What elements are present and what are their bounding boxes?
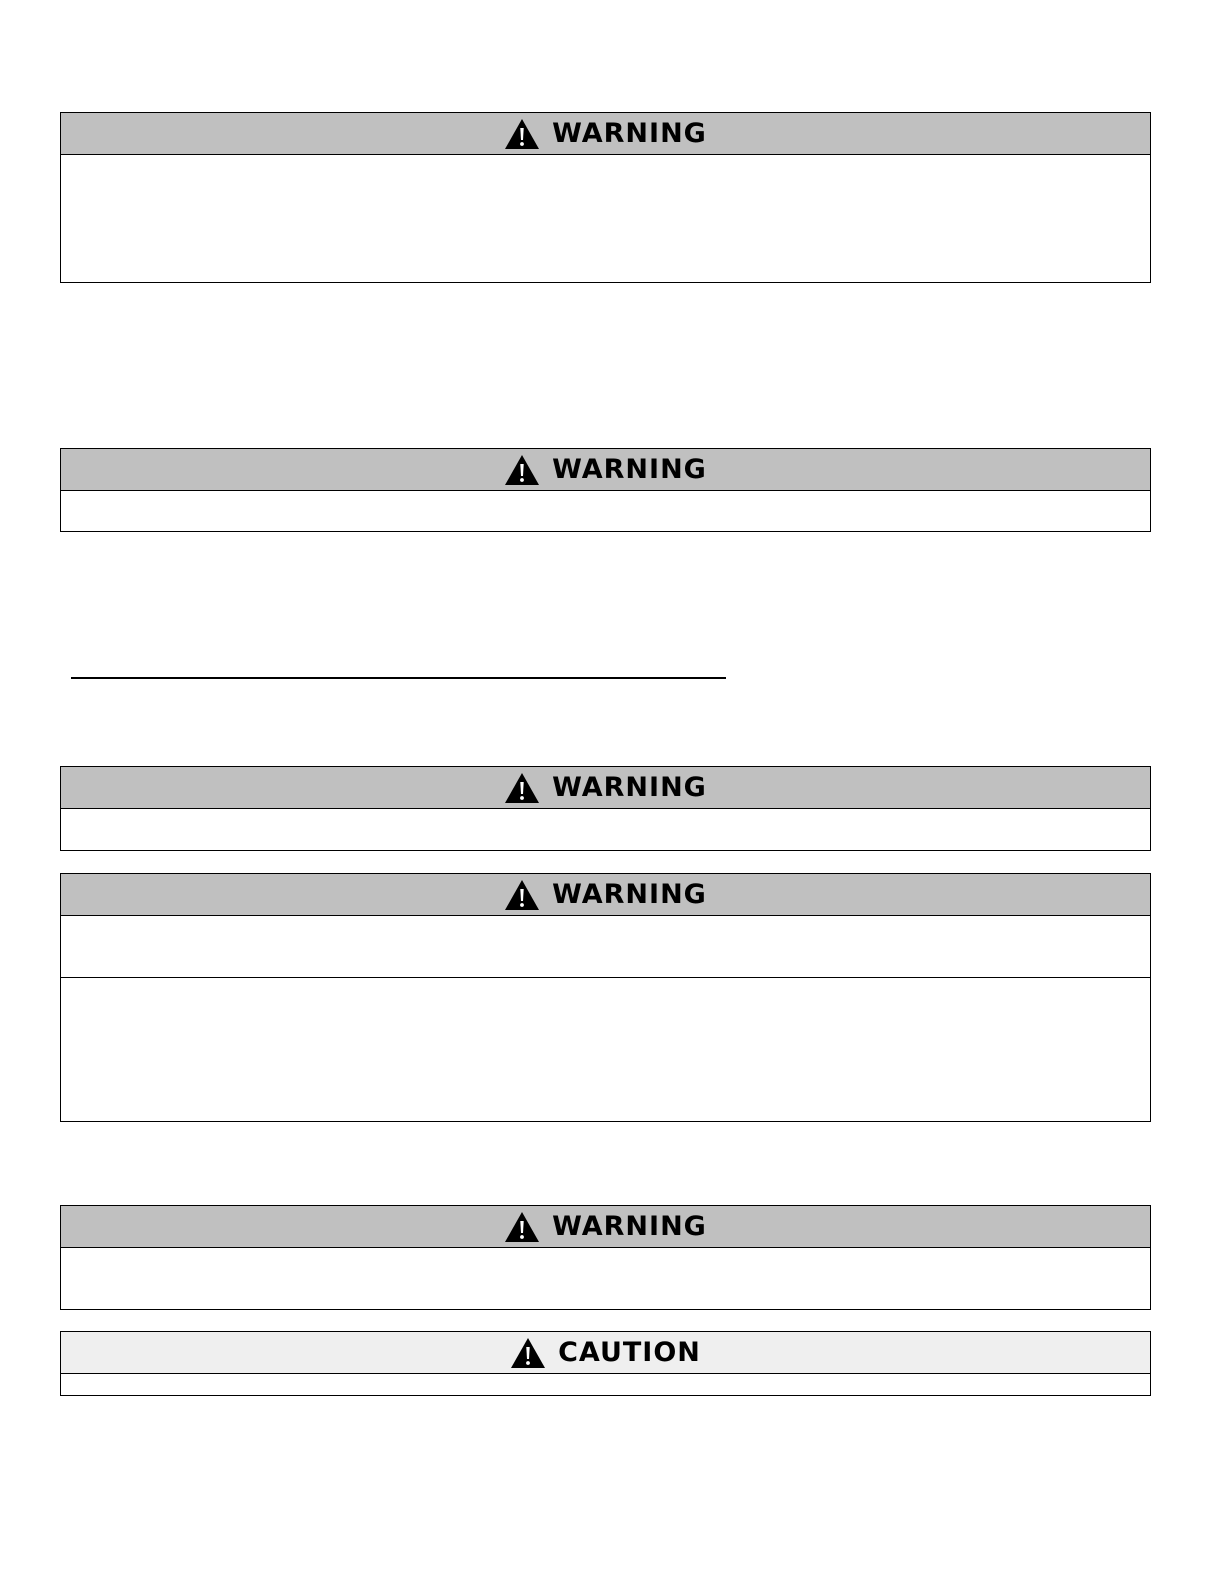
warning-header xyxy=(61,874,1150,916)
warning-box-2 xyxy=(60,448,1151,532)
warning-body xyxy=(61,1248,1150,1309)
caution-body xyxy=(61,1374,1150,1395)
caution-header xyxy=(61,1332,1150,1374)
warning-triangle-icon xyxy=(504,879,540,911)
warning-label: WARNING xyxy=(552,454,707,485)
section-heading-underline xyxy=(71,677,726,679)
caution-box xyxy=(60,1331,1151,1396)
section-divider xyxy=(61,977,1150,978)
warning-header xyxy=(61,1206,1150,1248)
warning-body xyxy=(61,809,1150,850)
warning-triangle-icon xyxy=(504,772,540,804)
warning-label: WARNING xyxy=(552,879,707,910)
warning-triangle-icon xyxy=(510,1337,546,1369)
warning-triangle-icon xyxy=(504,454,540,486)
warning-box-1 xyxy=(60,112,1151,283)
caution-label: CAUTION xyxy=(558,1337,701,1368)
warning-label: WARNING xyxy=(552,118,707,149)
warning-header xyxy=(61,113,1150,155)
warning-header xyxy=(61,449,1150,491)
warning-body xyxy=(61,916,1150,1121)
warning-box-4 xyxy=(60,873,1151,1122)
warning-header xyxy=(61,767,1150,809)
warning-triangle-icon xyxy=(504,1211,540,1243)
warning-triangle-icon xyxy=(504,118,540,150)
warning-box-5 xyxy=(60,1205,1151,1310)
warning-body xyxy=(61,491,1150,531)
warning-body xyxy=(61,155,1150,282)
warning-box-3 xyxy=(60,766,1151,851)
warning-label: WARNING xyxy=(552,1211,707,1242)
warning-label: WARNING xyxy=(552,772,707,803)
